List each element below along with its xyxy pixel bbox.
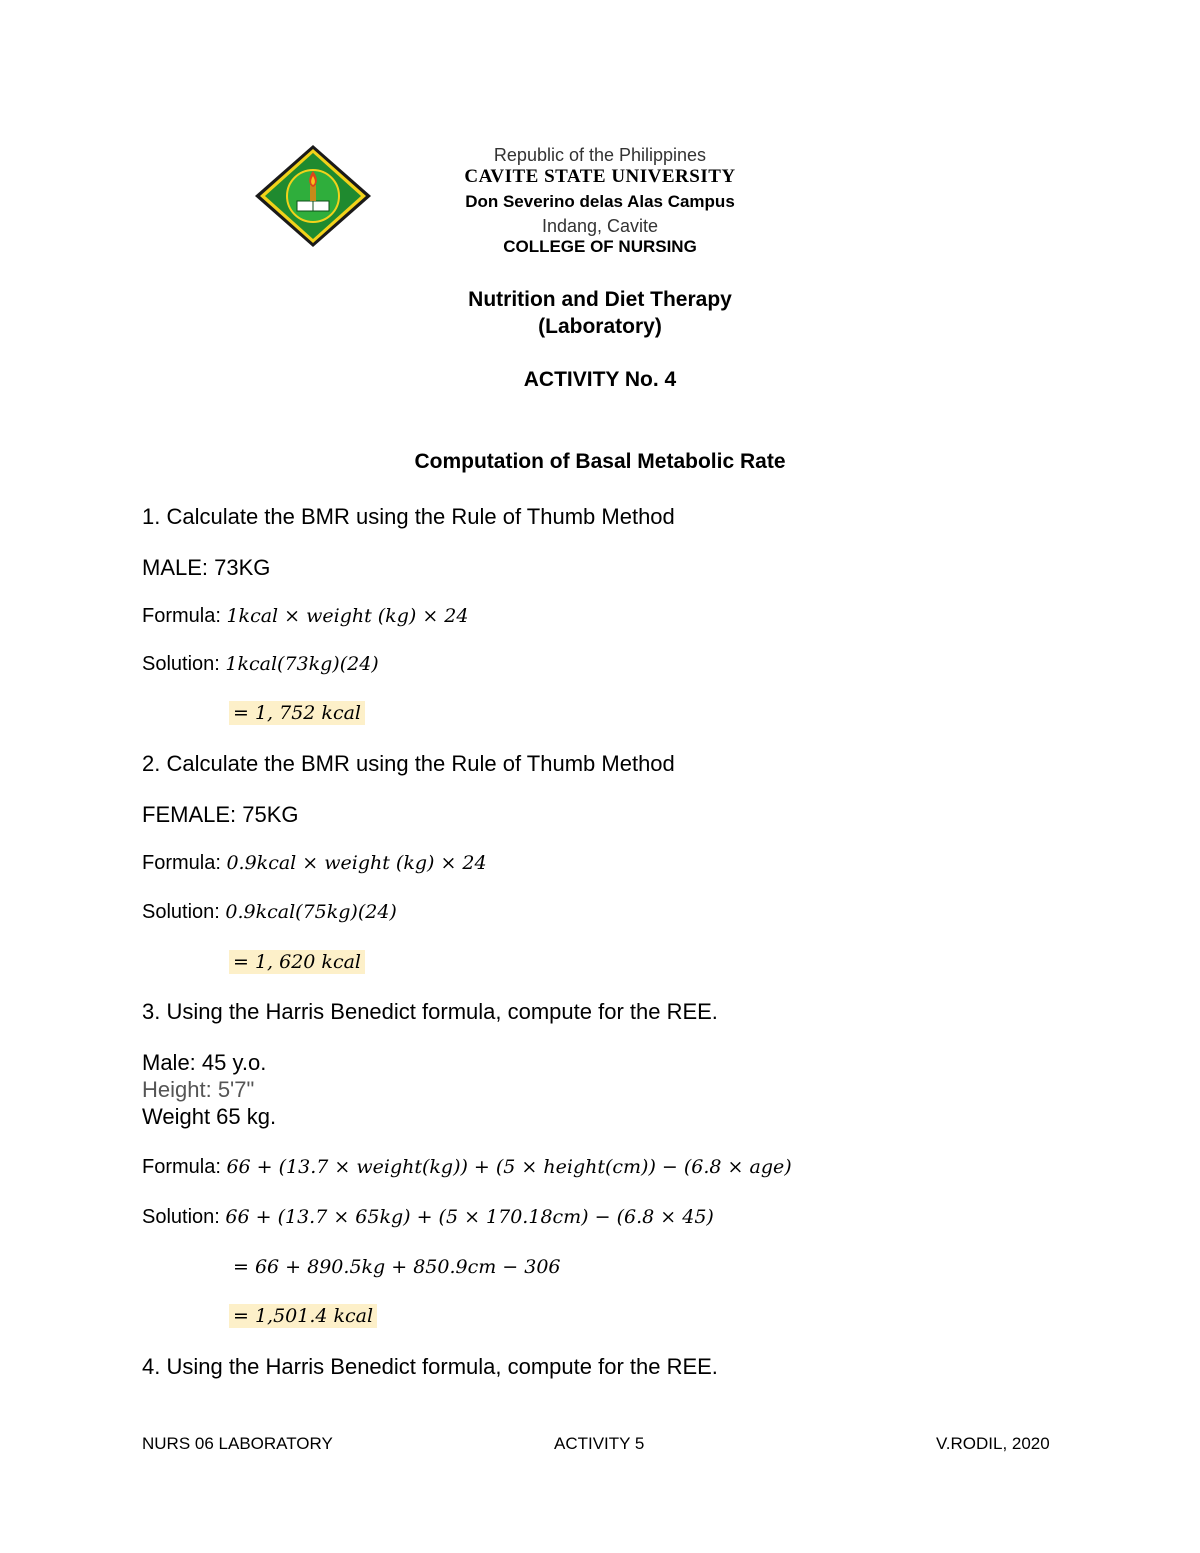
college-name: COLLEGE OF NURSING xyxy=(503,237,697,256)
republic-line: Republic of the Philippines xyxy=(493,145,707,165)
q3-weight: Weight 65 kg. xyxy=(142,1104,277,1129)
formula-label: Formula: xyxy=(142,852,227,874)
solution-label: Solution: xyxy=(142,653,226,675)
q3-height: Height: 5'7" xyxy=(142,1077,255,1102)
campus-name: Don Severino delas Alas Campus xyxy=(465,192,735,211)
formula-expression: 0.9kcal × weight (kg) × 24 xyxy=(226,852,487,874)
q3-age: Male: 45 y.o. xyxy=(142,1050,267,1075)
q1-result: = 1, 752 kcal xyxy=(229,701,365,725)
solution-expression: 66 + (13.7 × 65kg) + (5 × 170.18cm) − (6.8 × 45) xyxy=(225,1206,714,1228)
course-title: Nutrition and Diet Therapy xyxy=(468,288,732,311)
question-3: 3. Using the Harris Benedict formula, compute for the REE. xyxy=(142,999,718,1024)
q1-solution xyxy=(142,653,379,676)
question-4: 4. Using the Harris Benedict formula, compute for the REE. xyxy=(142,1354,718,1379)
solution-label: Solution: xyxy=(142,901,226,923)
q1-subject: MALE: 73KG xyxy=(142,555,271,580)
footer-author: V.RODIL, 2020 xyxy=(936,1434,1050,1453)
formula-label: Formula: xyxy=(142,1156,227,1178)
q2-result: = 1, 620 kcal xyxy=(229,950,365,974)
q3-solution xyxy=(142,1206,714,1229)
q1-formula xyxy=(142,605,468,628)
question-2: 2. Calculate the BMR using the Rule of Thumb Method xyxy=(142,751,675,776)
q3-result: = 1,501.4 kcal xyxy=(229,1304,377,1328)
q2-solution xyxy=(142,901,397,924)
q3-formula xyxy=(142,1156,792,1179)
q3-step: = 66 + 890.5kg + 850.9cm − 306 xyxy=(233,1256,561,1278)
activity-title: ACTIVITY No. 4 xyxy=(523,368,677,391)
formula-label: Formula: xyxy=(142,605,227,627)
solution-expression: 1kcal(73kg)(24) xyxy=(225,653,379,675)
q2-subject: FEMALE: 75KG xyxy=(142,802,299,827)
university-name: CAVITE STATE UNIVERSITY xyxy=(464,166,736,187)
campus-location: Indang, Cavite xyxy=(541,216,659,236)
footer-course: NURS 06 LABORATORY xyxy=(142,1434,333,1453)
footer-activity: ACTIVITY 5 xyxy=(554,1434,645,1453)
solution-label: Solution: xyxy=(142,1206,226,1228)
q2-formula xyxy=(142,852,487,875)
section-title: Computation of Basal Metabolic Rate xyxy=(414,450,786,473)
course-subtitle: (Laboratory) xyxy=(538,315,662,338)
formula-expression: 66 + (13.7 × weight(kg)) + (5 × height(cm)) − (6.8 × age) xyxy=(226,1156,792,1178)
question-1: 1. Calculate the BMR using the Rule of Thumb Method xyxy=(142,504,675,529)
solution-expression: 0.9kcal(75kg)(24) xyxy=(225,901,397,923)
formula-expression: 1kcal × weight (kg) × 24 xyxy=(226,605,469,627)
